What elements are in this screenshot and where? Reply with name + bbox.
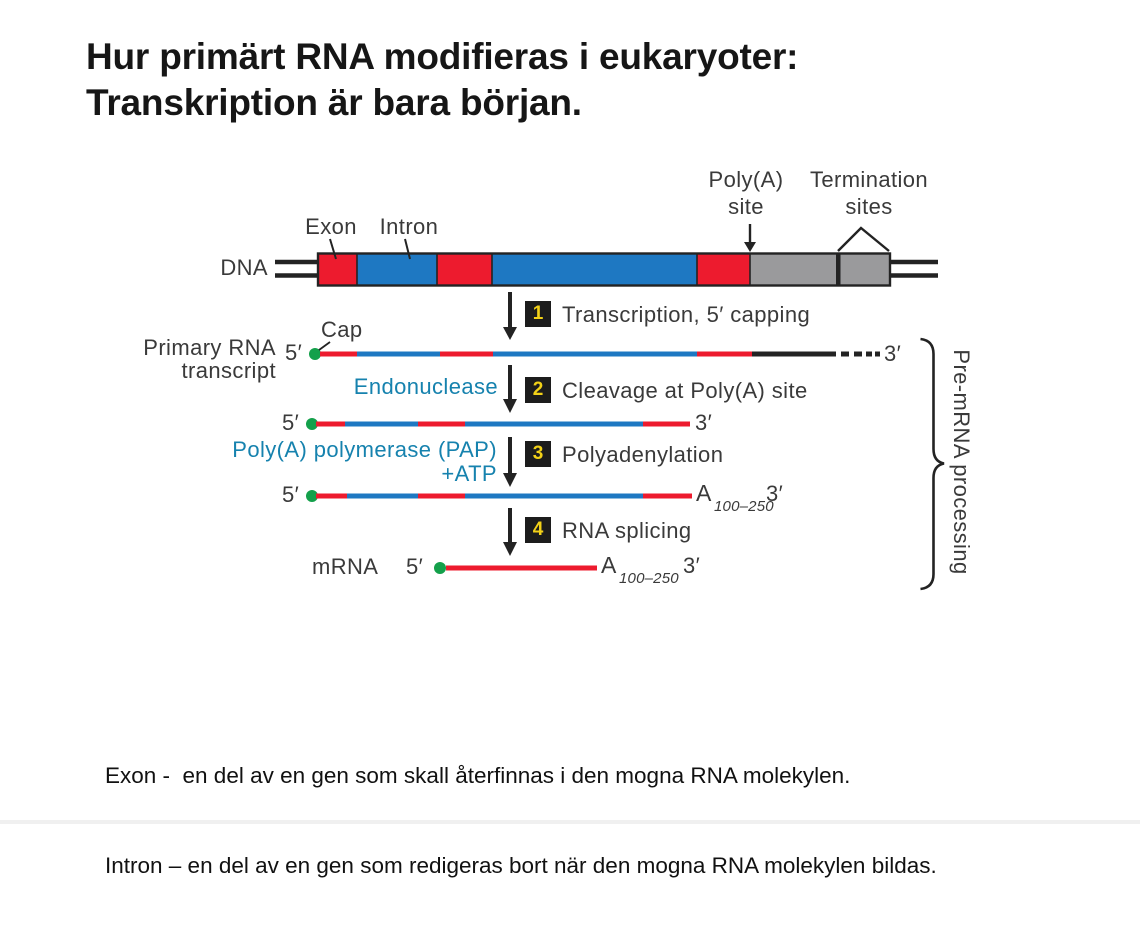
definitions-text <box>105 701 937 941</box>
cap-label: Cap <box>321 317 363 342</box>
slide-title-line1: Hur primärt RNA modifieras i eukaryoter: <box>86 36 799 77</box>
termination-sites-bracket <box>838 228 889 251</box>
mrna-three-prime: 3′ <box>683 553 701 578</box>
pre-mrna-processing-label: Pre-mRNA processing <box>949 349 974 575</box>
exon-label: Exon <box>305 214 357 239</box>
termination-label-line2: sites <box>845 194 893 219</box>
pre-mrna-brace <box>921 339 945 589</box>
mrna-poly-a-subscript: 100–250 <box>619 570 679 587</box>
step-3-label: Polyadenylation <box>562 442 724 467</box>
primary-rna-transcript-label: Primary RNA transcript <box>143 335 276 383</box>
endonuclease-label: Endonuclease <box>353 374 498 399</box>
line3-poly-a: A <box>696 480 712 506</box>
mrna-poly-a: A <box>601 552 617 578</box>
mrna-five-prime: 5′ <box>406 554 424 579</box>
intron-label: Intron <box>379 214 439 239</box>
termination-label-line1: Termination <box>809 167 929 192</box>
line1-three-prime: 3′ <box>884 341 902 366</box>
step-2-arrow <box>503 365 517 413</box>
cap-pointer-line <box>319 342 330 350</box>
step-1-label: Transcription, 5′ capping <box>562 302 811 327</box>
step-1-badge: 1 <box>525 301 551 327</box>
step-4-arrow <box>503 508 517 556</box>
step-3-arrow <box>503 437 517 487</box>
dna-double-line-left <box>275 262 317 276</box>
line1-five-prime: 5′ <box>285 340 303 365</box>
polya-site-label-line1: Poly(A) <box>708 167 784 192</box>
line2-three-prime: 3′ <box>695 410 713 435</box>
rna-line-primary-transcript <box>309 342 880 360</box>
line3-five-prime: 5′ <box>282 482 300 507</box>
step-3-badge: 3 <box>525 441 551 467</box>
rna-line-mrna <box>434 562 597 574</box>
line2-five-prime: 5′ <box>282 410 300 435</box>
dna-double-line-right <box>891 262 938 276</box>
line3-poly-a-subscript: 100–250 <box>714 498 774 515</box>
step-2-label: Cleavage at Poly(A) site <box>562 378 808 403</box>
slide-title-line2: Transkription är bara början. <box>86 82 582 123</box>
step-2-badge: 2 <box>525 377 551 403</box>
intron-definition: Intron – en del av en gen som redigeras bort när den mogna RNA molekylen bildas. <box>105 853 937 878</box>
rna-line-after-polyadenylation <box>306 490 692 502</box>
line3-three-prime: 3′ <box>766 481 784 506</box>
step-4-label: RNA splicing <box>562 518 692 543</box>
step-4-badge: 4 <box>525 517 551 543</box>
polya-site-arrow <box>744 224 756 252</box>
rna-line-after-cleavage <box>306 418 690 430</box>
cap-dot-4 <box>434 562 446 574</box>
polya-site-label-line2: site <box>728 194 764 219</box>
pap-label: Poly(A) polymerase (PAP) +ATP <box>232 437 497 486</box>
dna-gene-bar <box>318 254 890 286</box>
dna-label: DNA <box>220 255 268 280</box>
step-1-arrow <box>503 292 517 340</box>
mrna-label: mRNA <box>312 554 379 579</box>
exon-definition: Exon - en del av en gen som skall återfinnas i den mogna RNA molekylen. <box>105 763 851 788</box>
